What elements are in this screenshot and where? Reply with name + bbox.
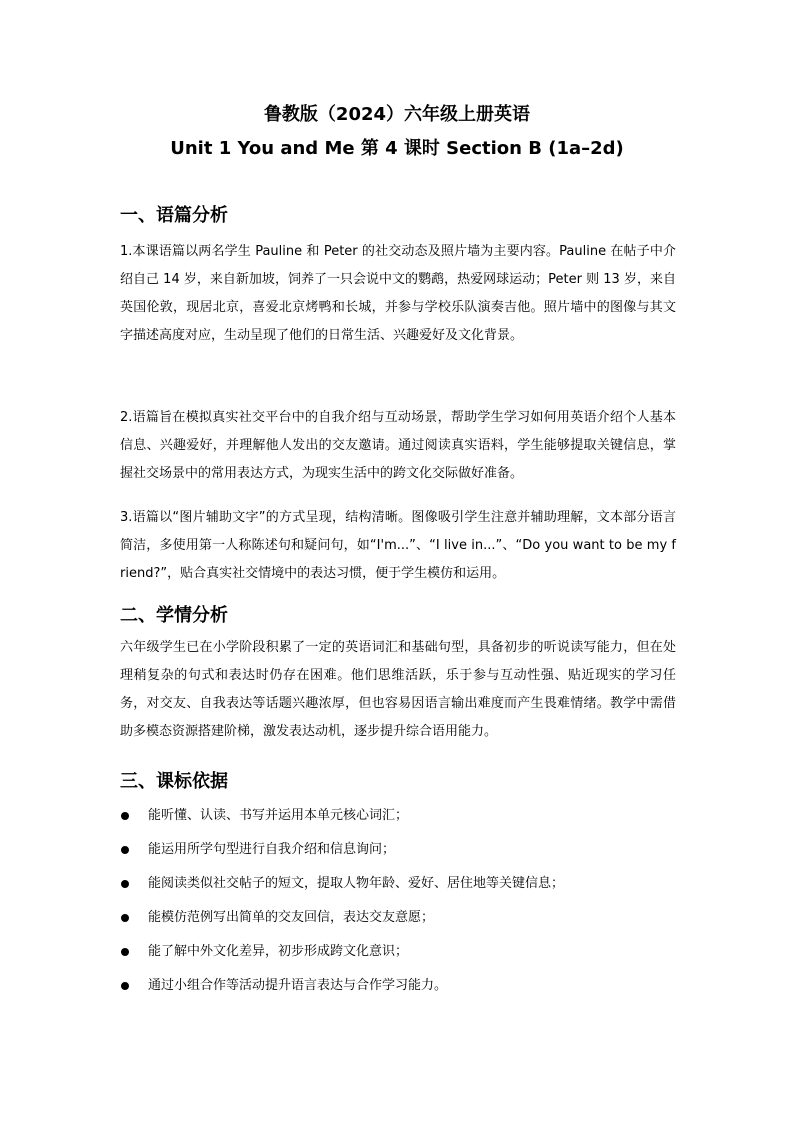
list-item (120, 870, 680, 904)
list-item (120, 904, 680, 938)
paragraph-learner-analysis: 六年级学生已在小学阶段积累了一定的英语词汇和基础句型，具备初步的听说读写能力，但在处理稍复杂的句式和表达时仍存在困难。他们思维活跃，乐于参与互动性强、贴近现实的学习任务，对交友、自我表达等话题兴趣浓厚，但也容易因语言输出难度而产生畏难情绪。教学中需借助多模态资源搭建阶梯，激发表达动机，逐步提升综合语用能力。 (120, 640, 676, 739)
list-item-text: 能了解中外文化差异，初步形成跨文化意识； (148, 944, 409, 959)
section-heading-curriculum-basis: 三、课标依据 (120, 771, 228, 792)
section-heading-learner-analysis: 二、学情分析 (120, 605, 228, 626)
curriculum-bullet-list (120, 802, 680, 1006)
list-item (120, 972, 680, 1006)
bullet-dot-icon (121, 880, 129, 888)
list-item (120, 938, 680, 972)
list-item (120, 836, 680, 870)
paragraph-discourse-2: 2.语篇旨在模拟真实社交平台中的自我介绍与互动场景，帮助学生学习如何用英语介绍个人基本信息、兴趣爱好，并理解他人发出的交友邀请。通过阅读真实语料，学生能够提取关键信息，掌握社交场景中的常用表达方式，为现实生活中的跨文化交际做好准备。 (120, 410, 676, 481)
paragraph-discourse-1: 1.本课语篇以两名学生 Pauline 和 Peter 的社交动态及照片墙为主要内容。Pauline 在帖子中介绍自己 14 岁，来自新加坡，饲养了一只会说中文的鹦鹉，热爱网球运动；Peter 则 13 岁，来自英国伦敦，现居北京，喜爱北京烤鸭和长城，并参与学校乐队演奏吉他。照片墙中的图像与其文字描述高度对应，生动呈现了他们的日常生活、兴趣爱好及文化背景。 (120, 244, 676, 343)
document-subtitle: Unit 1 You and Me 第 4 课时 Section B (1a–2d) (170, 138, 624, 159)
section-heading-discourse-analysis: 一、语篇分析 (120, 205, 228, 226)
list-item-text: 能听懂、认读、书写并运用本单元核心词汇； (148, 808, 409, 823)
document-title: 鲁教版（2024）六年级上册英语 (263, 104, 531, 125)
paragraph-discourse-3: 3.语篇以“图片辅助文字”的方式呈现，结构清晰。图像吸引学生注意并辅助理解，文本部分语言简洁，多使用第一人称陈述句和疑问句，如“I'm...”、“I live in...”、“Do you want to be my friend?”，贴合真实社交情境中的表达习惯，便于学生模仿和运用。 (120, 510, 676, 581)
bullet-dot-icon (121, 812, 129, 820)
list-item (120, 802, 680, 836)
list-item-text: 能运用所学句型进行自我介绍和信息询问； (148, 842, 396, 857)
bullet-dot-icon (121, 914, 129, 922)
list-item-text: 通过小组合作等活动提升语言表达与合作学习能力。 (148, 978, 448, 993)
list-item-text: 能阅读类似社交帖子的短文，提取人物年龄、爱好、居住地等关键信息； (148, 876, 565, 891)
bullet-dot-icon (121, 982, 129, 990)
bullet-dot-icon (121, 948, 129, 956)
bullet-dot-icon (121, 846, 129, 854)
list-item-text: 能模仿范例写出简单的交友回信，表达交友意愿； (148, 910, 435, 925)
